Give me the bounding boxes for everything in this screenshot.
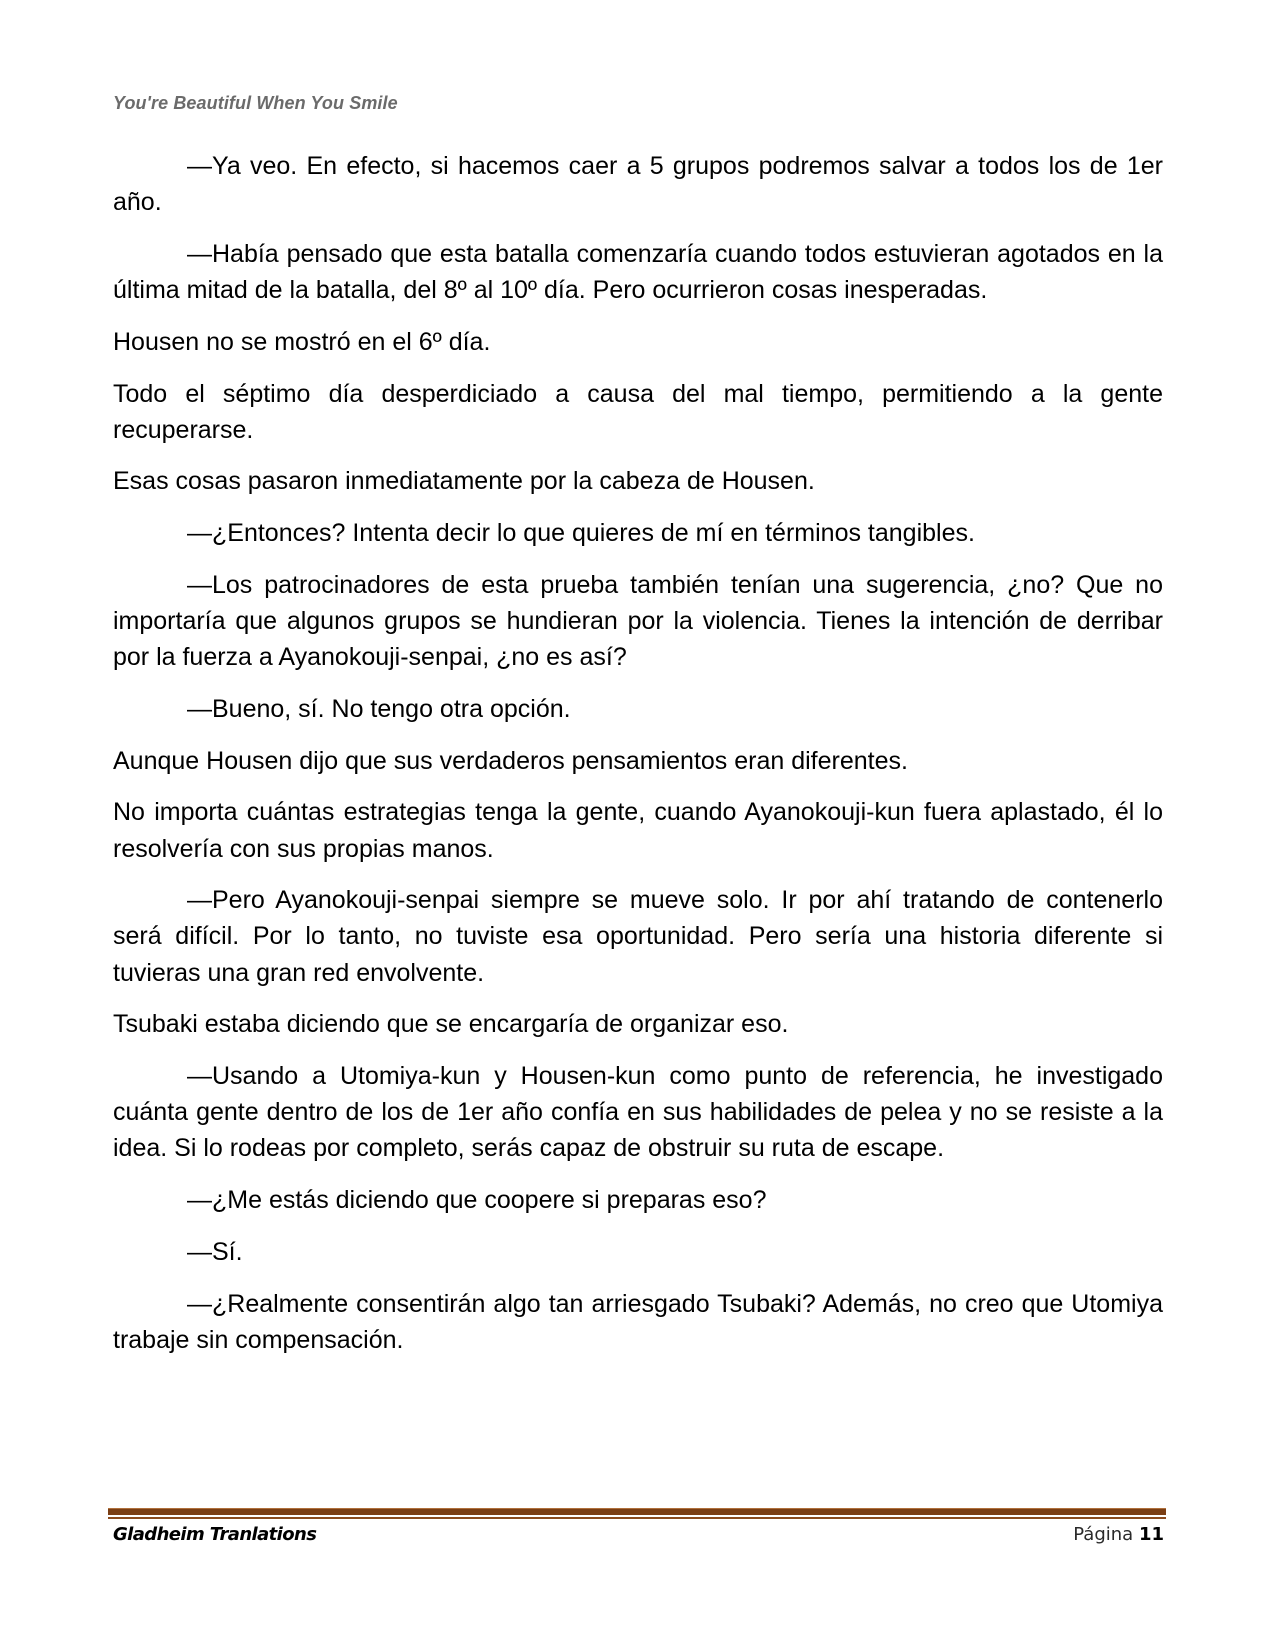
paragraph: —Pero Ayanokouji-senpai siempre se mueve solo. Ir por ahí tratando de contenerlo será difícil. Por lo tanto, no tuviste esa oportunidad. Pero sería una historia diferente si tuvieras una gran red envolvente. (113, 886, 1163, 987)
paragraph: Todo el séptimo día desperdiciado a causa del mal tiempo, permitiendo a la gente recuperarse. (113, 379, 1163, 444)
footer-divider-thick (108, 1508, 1166, 1515)
paragraph: —Los patrocinadores de esta prueba también tenían una sugerencia, ¿no? Que no importaría que algunos grupos se hundieran por la violencia. Tienes la intención de derribar por la fuerza a Ayanokouji-senpai, ¿no es así? (113, 570, 1163, 672)
document-body (113, 148, 1163, 1373)
paragraph: —¿Realmente consentirán algo tan arriesgado Tsubaki? Además, no creo que Utomiya trabaje sin compensación. (113, 1289, 1163, 1354)
page-label: Página (1073, 1524, 1134, 1545)
paragraph: —Ya veo. En efecto, si hacemos caer a 5 grupos podremos salvar a todos los de 1er año. (113, 152, 1163, 217)
paragraph: Aunque Housen dijo que sus verdaderos pensamientos eran diferentes. (113, 746, 908, 775)
footer-divider (108, 1508, 1166, 1520)
paragraph: —Bueno, sí. No tengo otra opción. (187, 694, 571, 723)
paragraph: —Había pensado que esta batalla comenzaría cuando todos estuvieran agotados en la última mitad de la batalla, del 8º al 10º día. Pero ocurrieron cosas inesperadas. (113, 239, 1163, 305)
paragraph: —¿Me estás diciendo que coopere si preparas eso? (187, 1186, 767, 1215)
footer-publisher: Gladheim Tranlations (113, 1524, 317, 1545)
paragraph: —¿Entonces? Intenta decir lo que quieres de mí en términos tangibles. (187, 519, 975, 548)
footer-page-indicator (1073, 1524, 1164, 1545)
paragraph: No importa cuántas estrategias tenga la gente, cuando Ayanokouji-kun fuera aplastado, él lo resolvería con sus propias manos. (113, 798, 1163, 863)
paragraph: —Usando a Utomiya-kun y Housen-kun como punto de referencia, he investigado cuánta gente dentro de los de 1er año confía en sus habilidades de pelea y no se resiste a la idea. Si lo rodeas por completo, serás capaz de obstruir su ruta de escape. (113, 1062, 1163, 1163)
paragraph: Housen no se mostró en el 6º día. (113, 327, 491, 356)
footer-divider-thin (108, 1517, 1166, 1519)
page-number: 11 (1138, 1524, 1164, 1545)
running-header-title: You're Beautiful When You Smile (113, 93, 398, 113)
paragraph: —Sí. (187, 1237, 243, 1266)
paragraph: Tsubaki estaba diciendo que se encargaría de organizar eso. (113, 1010, 789, 1039)
paragraph: Esas cosas pasaron inmediatamente por la cabeza de Housen. (113, 467, 815, 496)
